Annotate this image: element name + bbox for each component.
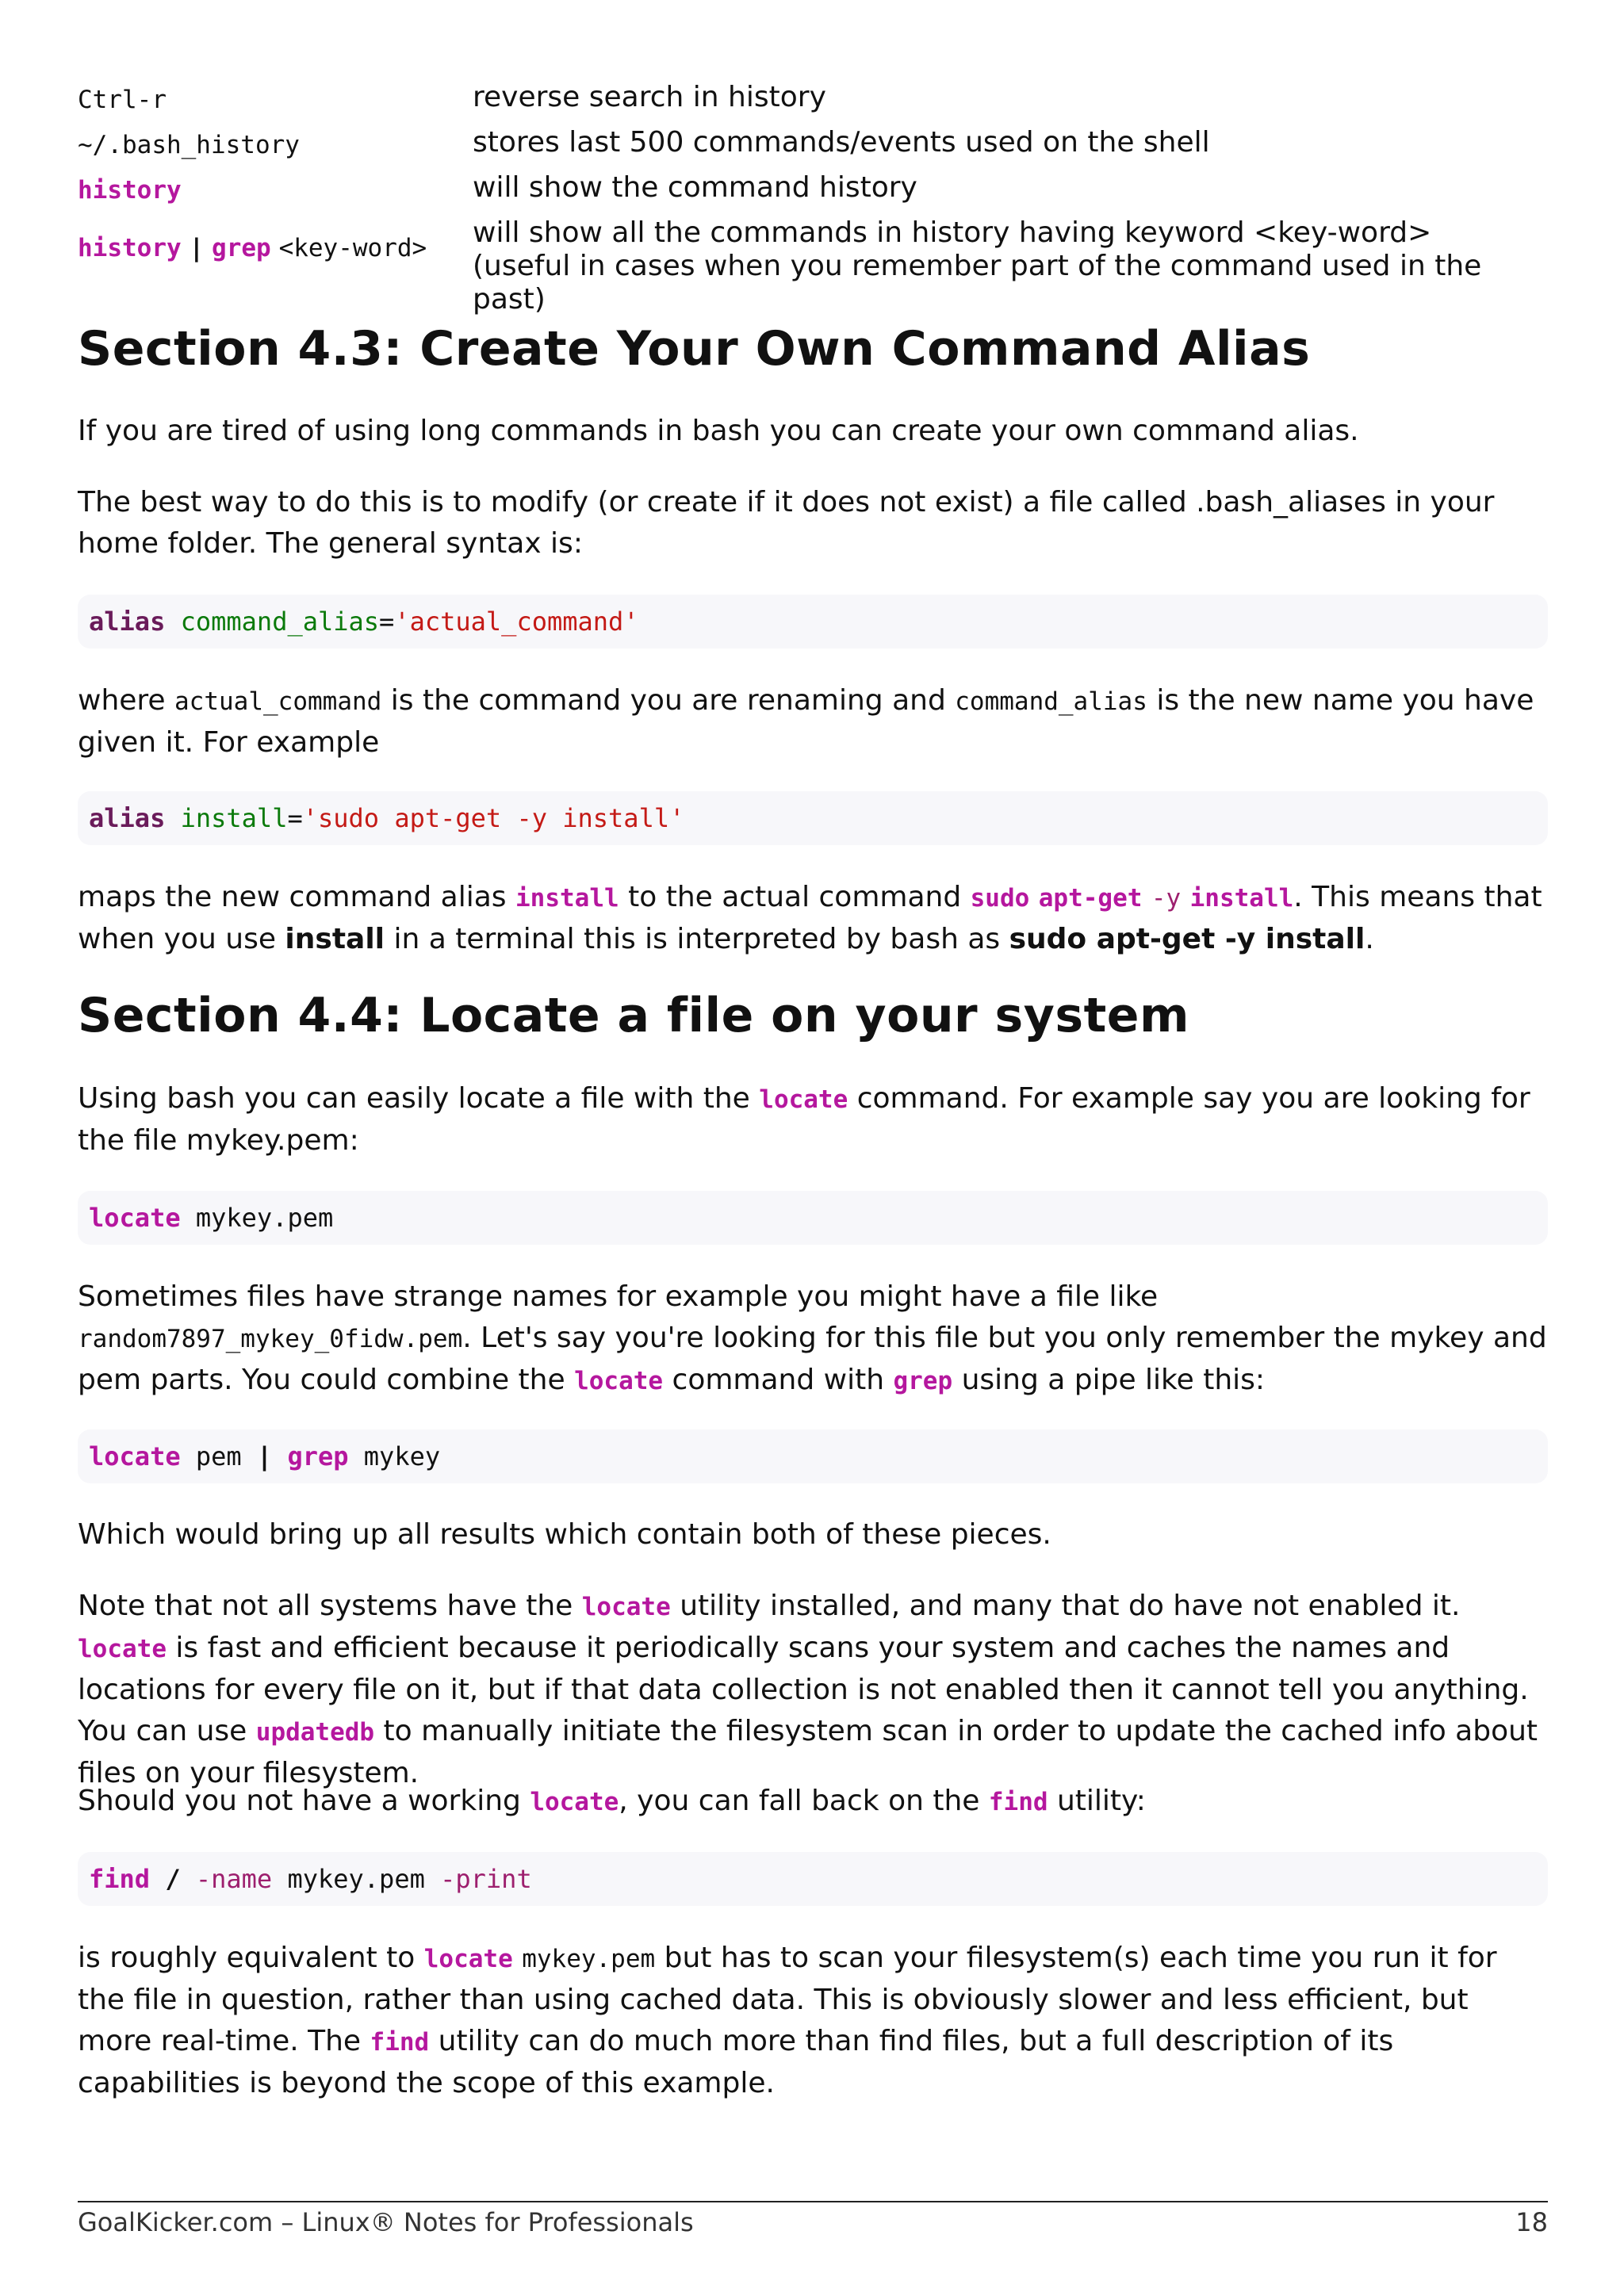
table-row (78, 216, 1548, 316)
code-block: alias install='sudo apt-get -y install' (78, 791, 1548, 845)
table-key (78, 216, 473, 262)
paragraph: where actual_command is the command you are renaming and command_alias is the new name you have given it. For example (78, 684, 1534, 759)
paragraph: The best way to do this is to modify (or create if it does not exist) a file called .bash_aliases in your home folder. The general syntax is: (78, 486, 1495, 560)
section-4-3-title: Section 4.3: Create Your Own Command Alias (78, 321, 1311, 377)
paragraph: If you are tired of using long commands in bash you can create your own command alias. (78, 415, 1359, 447)
paragraph: Note that not all systems have the locate utility installed, and many that do have not enabled it. locate is fast and efficient because it periodically scans your system and caches the names and locations for every file on it, but if that data collection is not enabled then it cannot tell you anything. You can use updatedb to manually initiate the filesystem scan in order to update the cached info about files on your filesystem. (78, 1590, 1538, 1789)
paragraph: Which would bring up all results which contain both of these pieces. (78, 1518, 1051, 1551)
key-part: history (78, 234, 182, 262)
table-key: ~/.bash_history (78, 131, 300, 159)
code-block: locate mykey.pem (78, 1191, 1548, 1245)
page-number: 18 (1515, 2207, 1548, 2237)
key-part: grep (212, 234, 271, 262)
table-key: Ctrl-r (78, 86, 167, 114)
table-desc: will show all the commands in history having keyword <key-word> (useful in cases when you remember part of the command used in the past) (473, 216, 1482, 316)
code-block: find / -name mykey.pem -print (78, 1852, 1548, 1906)
table-row (78, 126, 1548, 159)
table-key: history (78, 176, 182, 205)
paragraph: Using bash you can easily locate a file with the locate command. For example say you are looking for the file mykey.pem: (78, 1082, 1530, 1157)
section-4-4-title: Section 4.4: Locate a file on your system (78, 988, 1189, 1043)
table-row (78, 81, 1548, 114)
paragraph: is roughly equivalent to locate mykey.pem but has to scan your filesystem(s) each time you run it for the file in question, rather than using cached data. This is obviously slower and less efficient, but more real-time. The find utility can do much more than find files, but a full description of its capabilities is beyond the scope of this example. (78, 1942, 1497, 2099)
key-part: <key-word> (278, 234, 427, 262)
table-desc: reverse search in history (473, 81, 826, 113)
paragraph: maps the new command alias install to the actual command sudo apt-get -y install. This means that when you use install in a terminal this is interpreted by bash as sudo apt-get -y install. (78, 881, 1542, 955)
paragraph: Sometimes files have strange names for example you might have a file like random7897_mykey_0fidw.pem. Let's say you're looking for this file but you only remember the mykey and pem parts. You could combine the locate command with grep using a pipe like this: (78, 1280, 1547, 1396)
table-desc: will show the command history (473, 171, 917, 204)
code-block: locate pem | grep mykey (78, 1429, 1548, 1483)
table-desc: stores last 500 commands/events used on the shell (473, 126, 1210, 159)
code-block: alias command_alias='actual_command' (78, 595, 1548, 649)
key-part: | (189, 234, 205, 262)
footer-divider (78, 2201, 1548, 2202)
footer-source: GoalKicker.com – Linux® Notes for Professionals (78, 2207, 694, 2237)
paragraph: Should you not have a working locate, you can fall back on the find utility: (78, 1785, 1146, 1817)
table-row (78, 171, 1548, 205)
